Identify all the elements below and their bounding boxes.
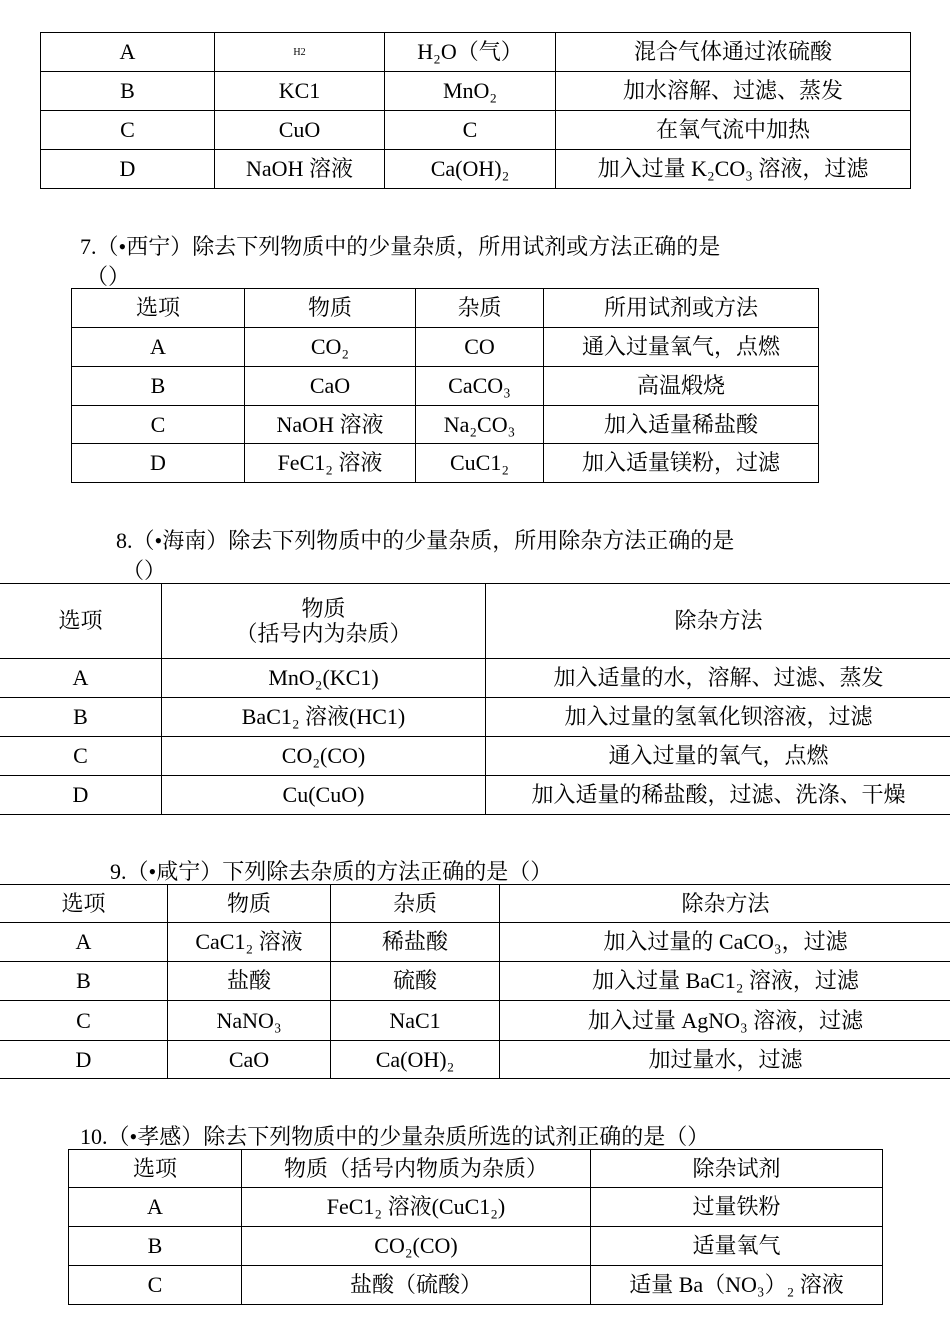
header-cell: 杂质	[331, 885, 500, 923]
cell: 加入过量的 CaCO₃，过滤	[500, 923, 950, 962]
cell: NaC1	[331, 1001, 500, 1041]
cell: CaO	[245, 367, 416, 406]
cell: CaCO₃	[416, 367, 544, 406]
cell: C	[385, 111, 556, 150]
cell: 通入过量氧气，点燃	[544, 328, 819, 367]
cell: CaC1₂ 溶液	[168, 923, 331, 962]
header-cell: 除杂方法	[500, 885, 950, 923]
cell: 加入过量 BaC1₂ 溶液，过滤	[500, 962, 950, 1001]
cell: C	[69, 1266, 242, 1305]
header-cell-substance	[162, 584, 486, 659]
cell: D	[0, 776, 162, 815]
cell: B	[0, 962, 168, 1001]
cell: NaOH 溶液	[245, 406, 416, 444]
cell: C	[0, 737, 162, 776]
header-cell: 选项	[0, 584, 162, 659]
cell: 加入适量镁粉，过滤	[544, 444, 819, 483]
cell: A	[0, 923, 168, 962]
cell: Cu(CuO)	[162, 776, 486, 815]
question-8-text: 8.（•海南）除去下列物质中的少量杂质，所用除杂方法正确的是	[116, 528, 735, 553]
cell: 盐酸	[168, 962, 331, 1001]
cell: CO₂(CO)	[162, 737, 486, 776]
table-q7	[71, 288, 819, 483]
cell: A	[69, 1188, 242, 1227]
cell: Na₂CO₃	[416, 406, 544, 444]
cell: 在氧气流中加热	[556, 111, 911, 150]
cell: KC1	[215, 72, 385, 111]
cell: 加入适量的水，溶解、过滤、蒸发	[486, 659, 950, 698]
cell: D	[0, 1041, 168, 1079]
table-row	[41, 33, 911, 72]
question-9-text: 9.（•咸宁）下列除去杂质的方法正确的是（）	[110, 859, 553, 884]
table-row	[0, 1041, 950, 1079]
question-8-paren: （）	[122, 558, 167, 583]
table-row	[69, 1188, 883, 1227]
cell: 盐酸（硫酸）	[242, 1266, 591, 1305]
table-row	[0, 923, 950, 962]
header-line: （括号内为杂质）	[235, 621, 412, 646]
header-line: 物质	[301, 595, 346, 621]
cell: CO₂	[245, 328, 416, 367]
cell: 加过量水，过滤	[500, 1041, 950, 1079]
cell: 加入过量 AgNO₃ 溶液，过滤	[500, 1001, 950, 1041]
cell: NaOH 溶液	[215, 150, 385, 189]
header-cell: 物质（括号内物质为杂质）	[242, 1150, 591, 1188]
table-row	[0, 1001, 950, 1041]
cell: MnO₂(KC1)	[162, 659, 486, 698]
table-header-row	[72, 289, 819, 328]
table-row	[41, 111, 911, 150]
table-q8	[0, 583, 950, 815]
cell: CO₂(CO)	[242, 1227, 591, 1266]
cell: 适量 Ba（NO₃）₂ 溶液	[591, 1266, 883, 1305]
table-row	[69, 1266, 883, 1305]
table-row	[0, 737, 950, 776]
cell: B	[41, 72, 215, 111]
cell: C	[72, 406, 245, 444]
cell: BaC1₂ 溶液(HC1)	[162, 698, 486, 737]
cell: 高温煅烧	[544, 367, 819, 406]
table-header-row	[0, 584, 950, 659]
table-row	[72, 406, 819, 444]
table-q6	[40, 32, 911, 189]
header-cell: 物质	[245, 289, 416, 328]
table-row	[41, 150, 911, 189]
cell: B	[0, 698, 162, 737]
cell: Ca(OH)₂	[331, 1041, 500, 1079]
cell: 加入过量的氢氧化钡溶液，过滤	[486, 698, 950, 737]
header-cell: 选项	[69, 1150, 242, 1188]
table-header-row	[0, 885, 950, 923]
cell: A	[41, 33, 215, 72]
cell: FeC1₂ 溶液(CuC1₂)	[242, 1188, 591, 1227]
cell: A	[0, 659, 162, 698]
cell: 通入过量的氧气，点燃	[486, 737, 950, 776]
table-row	[72, 328, 819, 367]
cell: FeC1₂ 溶液	[245, 444, 416, 483]
cell: 稀盐酸	[331, 923, 500, 962]
cell: Ca(OH)₂	[385, 150, 556, 189]
cell: H2	[215, 33, 385, 72]
cell: H₂O（气）	[385, 33, 556, 72]
table-row	[0, 698, 950, 737]
cell: 加入适量的稀盐酸，过滤、洗涤、干燥	[486, 776, 950, 815]
cell: A	[72, 328, 245, 367]
table-row	[0, 962, 950, 1001]
cell: CO	[416, 328, 544, 367]
cell: B	[72, 367, 245, 406]
table-q9	[0, 884, 950, 1079]
cell: B	[69, 1227, 242, 1266]
table-header-row	[69, 1150, 883, 1188]
header-cell: 所用试剂或方法	[544, 289, 819, 328]
cell: CuC1₂	[416, 444, 544, 483]
table-row	[69, 1227, 883, 1266]
cell: C	[41, 111, 215, 150]
cell: D	[72, 444, 245, 483]
question-7-text: 7.（•西宁）除去下列物质中的少量杂质，所用试剂或方法正确的是	[80, 234, 721, 259]
cell: CuO	[215, 111, 385, 150]
cell: MnO₂	[385, 72, 556, 111]
cell: 硫酸	[331, 962, 500, 1001]
table-row	[41, 72, 911, 111]
table-row	[72, 444, 819, 483]
header-cell: 杂质	[416, 289, 544, 328]
question-10-text: 10.（•孝感）除去下列物质中的少量杂质所选的试剂正确的是（）	[80, 1124, 710, 1149]
cell: C	[0, 1001, 168, 1041]
table-q10	[68, 1149, 883, 1305]
cell: 适量氧气	[591, 1227, 883, 1266]
table-row	[0, 659, 950, 698]
cell: 混合气体通过浓硫酸	[556, 33, 911, 72]
cell: 加水溶解、过滤、蒸发	[556, 72, 911, 111]
header-cell: 选项	[0, 885, 168, 923]
cell: 过量铁粉	[591, 1188, 883, 1227]
header-cell: 选项	[72, 289, 245, 328]
cell: CaO	[168, 1041, 331, 1079]
cell: 加入过量 K₂CO₃ 溶液，过滤	[556, 150, 911, 189]
table-row	[0, 776, 950, 815]
header-cell: 物质	[168, 885, 331, 923]
question-7-paren: （）	[86, 264, 131, 289]
cell: 加入适量稀盐酸	[544, 406, 819, 444]
header-cell: 除杂方法	[486, 584, 950, 659]
table-row	[72, 367, 819, 406]
cell: D	[41, 150, 215, 189]
cell: NaNO₃	[168, 1001, 331, 1041]
header-cell: 除杂试剂	[591, 1150, 883, 1188]
